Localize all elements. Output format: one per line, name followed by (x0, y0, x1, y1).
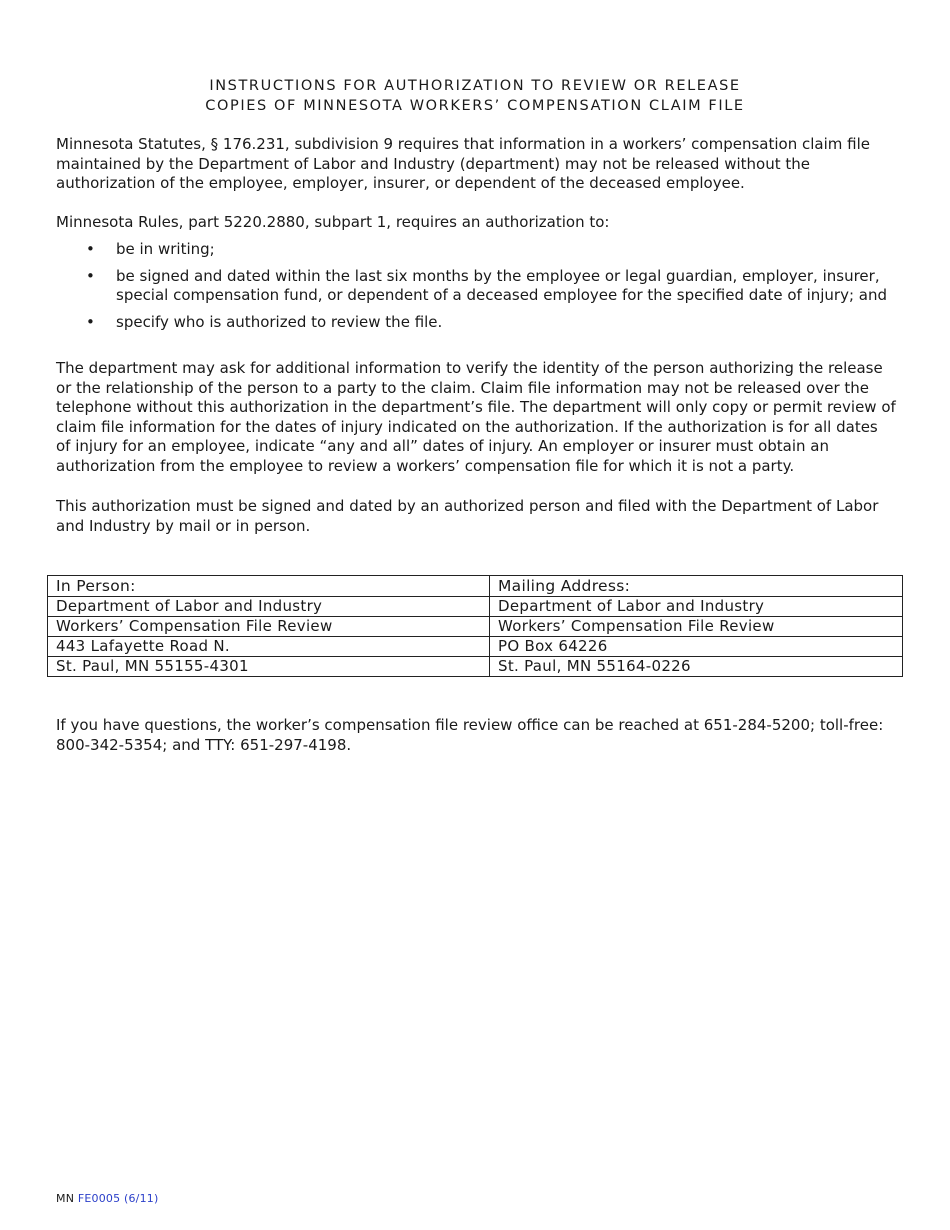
table-row (48, 597, 903, 617)
in-person-header: In Person: (48, 576, 490, 597)
bullet-icon: • (86, 240, 95, 258)
form-footer (56, 1192, 158, 1206)
list-item-text: specify who is authorized to review the file. (116, 312, 443, 331)
form-code: FE0005 (6/11) (77, 1192, 159, 1205)
mailing-address-header: Mailing Address: (490, 576, 903, 597)
document-title (0, 76, 950, 116)
title-line-2: COPIES OF MINNESOTA WORKERS’ COMPENSATION CLAIM FILE (205, 98, 745, 114)
contact-paragraph: If you have questions, the worker’s compensation file review office can be reached at 651-284-5200; toll-free: 800-342-5354; and TTY: 651-297-4198. (56, 716, 884, 754)
signature-paragraph: This authorization must be signed and dated by an authorized person and filed with the Department of Labor and Industry by mail or in person. (56, 497, 879, 535)
rules-paragraph: Minnesota Rules, part 5220.2880, subpart 1, requires an authorization to: (56, 213, 610, 231)
bullet-icon: • (86, 266, 95, 285)
list-item-text: be signed and dated within the last six months by the employee or legal guardian, employer, insurer, special compensation fund, or dependent of a deceased employee for the specified date of injury; and (116, 266, 888, 304)
list-item (56, 267, 896, 306)
in-person-line: Workers’ Compensation File Review (48, 617, 490, 637)
bullet-icon: • (86, 312, 95, 331)
in-person-line: St. Paul, MN 55155-4301 (48, 657, 490, 677)
in-person-line: Department of Labor and Industry (48, 597, 490, 617)
list-item-text: be in writing; (116, 240, 215, 258)
footer-prefix: MN (56, 1192, 75, 1205)
mailing-line: Workers’ Compensation File Review (490, 617, 903, 637)
table-row (48, 637, 903, 657)
requirements-list (56, 240, 896, 339)
mailing-line: PO Box 64226 (490, 637, 903, 657)
title-line-1: INSTRUCTIONS FOR AUTHORIZATION TO REVIEW OR RELEASE (209, 78, 741, 94)
table-row (48, 657, 903, 677)
mailing-line: St. Paul, MN 55164-0226 (490, 657, 903, 677)
department-paragraph: The department may ask for additional information to verify the identity of the person authorizing the release or the relationship of the person to a party to the claim. Claim file information may not be released over the telephone without this authorization in the department’s file. The department will only copy or permit review of claim file information for the dates of injury indicated on the authorization. If the authorization is for all dates of injury for an employee, indicate “any and all” dates of injury. An employer or insurer must obtain an authorization from the employee to review a workers’ compensation file for which it is not a party. (56, 359, 896, 475)
list-item (56, 240, 896, 260)
list-item (56, 313, 896, 333)
in-person-line: 443 Lafayette Road N. (48, 637, 490, 657)
address-table (47, 575, 903, 677)
statute-paragraph: Minnesota Statutes, § 176.231, subdivision 9 requires that information in a workers’ compensation claim file maintained by the Department of Labor and Industry (department) may not be released without the authorization of the employee, employer, insurer, or dependent of the deceased employee. (56, 135, 870, 192)
table-row (48, 576, 903, 597)
table-row (48, 617, 903, 637)
mailing-line: Department of Labor and Industry (490, 597, 903, 617)
